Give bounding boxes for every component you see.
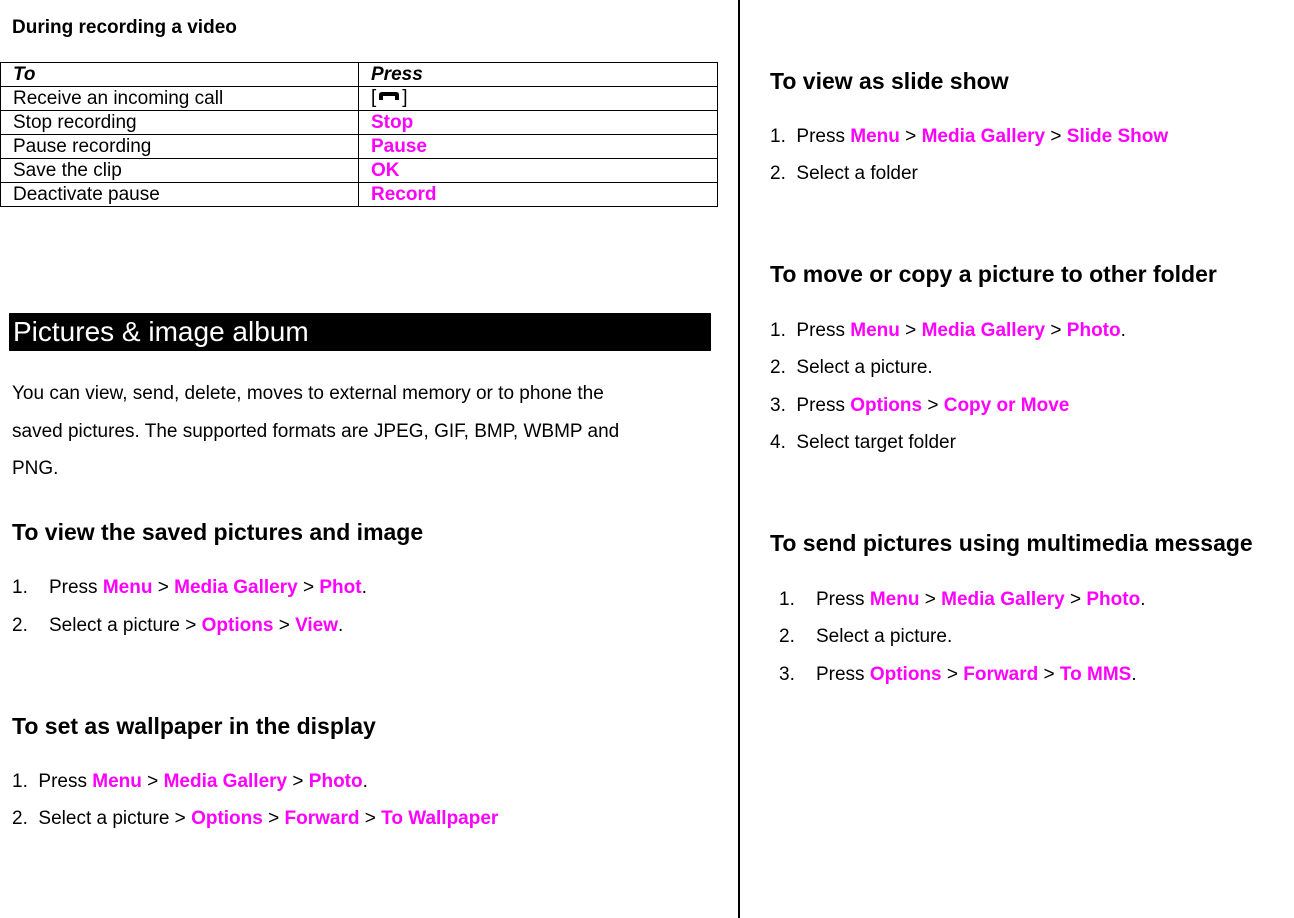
step-text: Select a folder: [796, 163, 918, 184]
to-wallpaper-key: To Wallpaper: [381, 808, 499, 829]
send-mms-step-1: [779, 589, 1145, 611]
photo-key: Photo: [1066, 320, 1121, 341]
separator: >: [147, 771, 159, 792]
intro-line: saved pictures. The supported formats are JPEG, GIF, BMP, WBMP and: [12, 421, 620, 442]
key-cell: OK: [359, 159, 718, 183]
step-text: Press: [796, 395, 845, 416]
media-gallery-key: Media Gallery: [921, 320, 1046, 341]
to-mms-key: To MMS: [1059, 664, 1132, 685]
step-number: 1.: [12, 577, 28, 598]
step-number: 1.: [770, 320, 786, 341]
key-cell: Pause: [359, 135, 718, 159]
copy-or-move-key: Copy or Move: [943, 395, 1070, 416]
options-key: Options: [869, 664, 942, 685]
separator: >: [1050, 320, 1062, 341]
intro-line: You can view, send, delete, moves to external memory or to phone the: [12, 383, 604, 404]
action-cell: Receive an incoming call: [1, 87, 359, 111]
action-cell: Pause recording: [1, 135, 359, 159]
separator: >: [364, 808, 376, 829]
photo-key: Photo: [1086, 589, 1141, 610]
step-number: 1.: [770, 126, 786, 147]
menu-key: Menu: [92, 771, 142, 792]
view-saved-title: To view the saved pictures and image: [12, 519, 424, 545]
bracket-open: [: [371, 87, 377, 109]
step-text: Select target folder: [796, 432, 956, 453]
separator: >: [185, 615, 197, 636]
forward-key: Forward: [963, 664, 1039, 685]
table-row: [1, 111, 718, 135]
move-copy-step-4: [770, 432, 956, 454]
phot-key: Phot: [319, 577, 362, 598]
phone-call-icon: [376, 88, 402, 108]
action-cell: Save the clip: [1, 159, 359, 183]
step-text: Press: [815, 589, 865, 610]
key-cell: Record: [359, 183, 718, 207]
separator: >: [924, 589, 936, 610]
step-text: Press: [48, 577, 98, 598]
action-cell: Stop recording: [1, 111, 359, 135]
table-row: [1, 135, 718, 159]
step-text: Press: [38, 771, 87, 792]
separator: >: [1043, 664, 1055, 685]
header-press: Press: [359, 63, 718, 87]
options-key: Options: [191, 808, 263, 829]
separator: >: [157, 577, 169, 598]
slideshow-step-2: [770, 163, 918, 185]
table-row: [1, 159, 718, 183]
slide-show-key: Slide Show: [1066, 126, 1169, 147]
period: .: [1131, 664, 1137, 685]
step-text: Press: [796, 320, 845, 341]
period: .: [361, 577, 367, 598]
options-key: Options: [201, 615, 274, 636]
column-divider: [738, 0, 740, 918]
view-key: View: [295, 615, 339, 636]
section-banner: Pictures & image album: [9, 313, 711, 351]
move-copy-step-3: [770, 395, 1069, 417]
wallpaper-step-2: [12, 808, 498, 830]
step-text: Select a picture: [48, 615, 180, 636]
step-text: Press: [815, 664, 865, 685]
step-number: 2.: [12, 808, 28, 829]
period: .: [362, 771, 368, 792]
period: .: [1140, 589, 1146, 610]
video-keys-table: [0, 62, 718, 207]
menu-key: Menu: [850, 126, 900, 147]
move-copy-step-2: [770, 357, 933, 379]
media-gallery-key: Media Gallery: [921, 126, 1046, 147]
action-cell: Deactivate pause: [1, 183, 359, 207]
separator: >: [927, 395, 939, 416]
view-saved-step-2: [12, 615, 343, 637]
separator: >: [302, 577, 315, 598]
media-gallery-key: Media Gallery: [174, 577, 298, 598]
table-row: [1, 183, 718, 207]
key-cell: [359, 87, 718, 111]
photo-key: Photo: [308, 771, 363, 792]
send-mms-step-2: [779, 626, 952, 648]
step-number: 2.: [12, 615, 28, 636]
move-copy-step-1: [770, 320, 1126, 342]
header-to: To: [1, 63, 359, 87]
menu-key: Menu: [850, 320, 900, 341]
separator: >: [1069, 589, 1082, 610]
wallpaper-title: To set as wallpaper in the display: [12, 713, 376, 739]
wallpaper-step-1: [12, 771, 368, 793]
bracket-close: ]: [402, 87, 408, 109]
separator: >: [292, 771, 304, 792]
step-number: 2.: [770, 357, 786, 378]
separator: >: [946, 664, 959, 685]
separator: >: [1050, 126, 1062, 147]
send-mms-title: To send pictures using multimedia message: [770, 530, 1253, 556]
step-number: 2.: [770, 163, 786, 184]
step-number: 2.: [779, 626, 795, 647]
step-number: 4.: [770, 432, 786, 453]
step-number: 1.: [12, 771, 28, 792]
video-section-title: During recording a video: [12, 17, 237, 38]
separator: >: [174, 808, 186, 829]
send-mms-step-3: [779, 664, 1137, 686]
period: .: [338, 615, 344, 636]
step-number: 3.: [779, 664, 795, 685]
media-gallery-key: Media Gallery: [163, 771, 288, 792]
separator: >: [278, 615, 290, 636]
step-text: Select a picture: [38, 808, 170, 829]
move-copy-title: To move or copy a picture to other folder: [770, 261, 1217, 287]
view-saved-step-1: [12, 577, 367, 599]
step-number: 3.: [770, 395, 786, 416]
menu-key: Menu: [869, 589, 920, 610]
separator: >: [905, 320, 917, 341]
step-text: Select a picture.: [815, 626, 953, 647]
forward-key: Forward: [284, 808, 360, 829]
slideshow-title: To view as slide show: [770, 68, 1009, 94]
slideshow-step-1: [770, 126, 1168, 148]
step-text: Select a picture.: [796, 357, 933, 378]
menu-key: Menu: [102, 577, 153, 598]
table-header-row: [1, 63, 718, 87]
media-gallery-key: Media Gallery: [941, 589, 1065, 610]
separator: >: [905, 126, 917, 147]
intro-line: PNG.: [12, 458, 59, 479]
key-cell: Stop: [359, 111, 718, 135]
separator: >: [268, 808, 280, 829]
options-key: Options: [850, 395, 923, 416]
period: .: [1120, 320, 1126, 341]
step-number: 1.: [779, 589, 795, 610]
step-text: Press: [796, 126, 845, 147]
table-row: [1, 87, 718, 111]
